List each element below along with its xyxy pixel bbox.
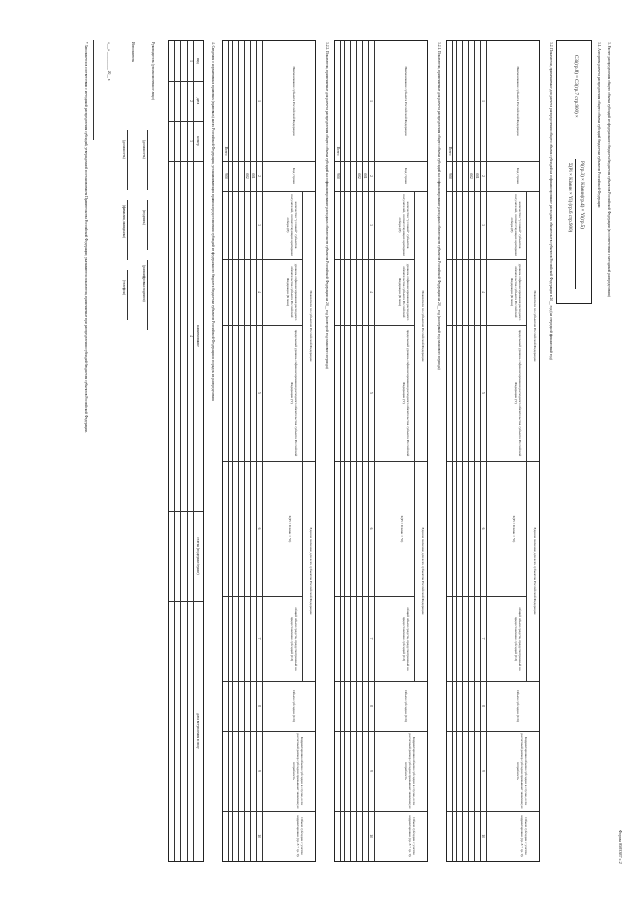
- col-number: 2: [481, 175, 485, 177]
- col-number: 1: [481, 100, 485, 102]
- header-y: предельный уровень софинансирования расходного обязательства субъекта Российской Федерации (Y): [402, 329, 410, 457]
- header-subject-name: Наименование субъекта Российской Федерации: [404, 66, 408, 136]
- row-code: 002: [357, 173, 361, 179]
- header-calc-group: Единое значение для всех субъектов Российской Федерации: [533, 527, 537, 615]
- header-p: количество "условий" субъектов получателей, соответствующих критериям отбора (P): [286, 194, 298, 256]
- col-number: 4: [369, 291, 373, 293]
- header-y: предельный уровень софинансирования расходного обязательства субъекта Российской Федерации (Y): [290, 329, 298, 457]
- legal-acts-table: [168, 40, 204, 862]
- total-label: Всего: [224, 146, 228, 156]
- header-row-code: Код строки: [292, 167, 296, 185]
- head-label: Руководитель (уполномоченное лицо): [151, 42, 155, 101]
- col-number: 1: [189, 60, 193, 62]
- caption-position: (должность): [142, 140, 146, 159]
- col-number: 3: [369, 224, 373, 226]
- total-label: Всего: [336, 146, 340, 156]
- row-code: 002: [245, 173, 249, 179]
- header-correction: Корректировка объема субсидии в случае, если расчетный размер субсидии превышает заявленную потребность: [292, 733, 304, 809]
- row-code: 900: [336, 173, 340, 179]
- section-3-1-title: 3.1. Алгоритм расчета распределения общего объема субсидий бюджетам субъектов Российской Федерации: [597, 42, 601, 208]
- header-total-volume: общий объем средств, предусмотренный на предоставление субсидий (C3): [290, 607, 298, 671]
- section-4-title: 4. Сведения о нормативных правовых (правовых) актах Российской Федерации, устанавливающих правила предоставления субсидий из федерального бюджета бюджетам субъектов Российской Федерации и порядок их распределения: [211, 42, 215, 401]
- header-sum: Σ(Pi × Kiмин × Yi): [512, 515, 516, 543]
- col-number: 9: [369, 770, 373, 772]
- caption-fio: (фамилия, инициалы): [122, 205, 126, 239]
- caption-phone: (телефон): [122, 280, 126, 296]
- col-number: 2: [189, 100, 193, 102]
- header-p: количество "условий" субъектов получателей, соответствующих критериям отбора (P): [398, 194, 410, 256]
- col-number: 5: [369, 392, 373, 394]
- row-code: 001: [475, 173, 479, 179]
- row-code: 900: [224, 173, 228, 179]
- header-row-code: Код строки: [404, 167, 408, 185]
- caption-position: (должность): [122, 140, 126, 159]
- section-3-2-2-title: 3.2.2. Показатели, применяемые для расчета распределения общего объема субсидий на софинансирование расходных обязательств субъектов Российской Федерации на 20__ год (на второй год планового периода): [325, 42, 329, 369]
- header-y: предельный уровень софинансирования расходного обязательства субъекта Российской Федерации (Y): [514, 329, 522, 457]
- col-number: 3: [257, 224, 261, 226]
- col-number: 7: [481, 637, 485, 640]
- header-final-volume: Объем субсидии с учетом корректировки (гр. 8 + гр. 9): [408, 815, 416, 857]
- header-row-code: Код строки: [516, 167, 520, 185]
- section-3-2-title: 3.2. Показатели, применяемые для расчета распределения общего объема субсидий на софинансирование расходных обязательств субъектов Российской Федерации в 20__ год (на очередной финансовый год): [549, 42, 553, 360]
- col-number: 1: [369, 100, 373, 102]
- col-number: 2: [369, 175, 373, 177]
- col-number: 9: [481, 770, 485, 772]
- caption-decoding: (расшифровка подписи): [142, 265, 146, 302]
- section-3-title: 3. Расчет распределения общего объема субсидий из федерального бюджета бюджетам субъектов Российской Федерации (в соответствии с методикой распределения): [607, 42, 611, 297]
- indicators-table-plan-year-1: [334, 40, 428, 862]
- header-sum: Σ(Pi × Kiмин × Yi): [288, 515, 292, 543]
- col-number: 9: [257, 770, 261, 772]
- total-label: Всего: [448, 146, 452, 156]
- col-number: 4: [257, 291, 261, 293]
- header-subsidy: Объем субсидии (C3i): [292, 690, 296, 722]
- indicators-table-current-year: [446, 40, 540, 862]
- col-number: 3: [189, 140, 193, 142]
- header-k: уровень софинансирования расходного обязательства субъекта Российской Федерации (K мин): [286, 263, 298, 321]
- row-code: 002: [469, 173, 473, 179]
- form-code: Форма 0503387 с.2: [618, 830, 623, 864]
- col-number: 8: [257, 705, 261, 707]
- col-number: 8: [369, 705, 373, 707]
- col-number: 6: [481, 527, 485, 530]
- col-number: 7: [257, 637, 261, 640]
- caption-signature: (подпись): [142, 210, 146, 225]
- col-number: 5: [481, 392, 485, 394]
- header-total-volume: общий объем средств, предусмотренный на предоставление субсидий (C3): [402, 607, 410, 671]
- col-number: 4: [481, 291, 485, 293]
- footnote: * Заполняется в соответствии с методикой распределения субсидий, утвержденной постановлением Правительства Российской Федерации; указываются показатели, применяемые при распределении субсидий бюджетам субъектов Российской Федерации.: [84, 42, 88, 433]
- formula-box: [556, 40, 592, 304]
- executor-label: Исполнитель: [131, 42, 135, 63]
- formula-lhs: C3i(гр.8) = C3(гр.7 стр.900) ×: [573, 55, 578, 118]
- col-number: 3: [481, 224, 485, 226]
- header-sum: Σ(Pi × Kiмин × Yi): [400, 515, 404, 543]
- col-number: 4: [189, 335, 193, 337]
- col-number: 8: [481, 705, 485, 707]
- col-number: 2: [257, 175, 261, 177]
- col-number: 10: [481, 834, 485, 838]
- header-calc-group: Единое значение для всех субъектов Российской Федерации: [309, 527, 313, 615]
- col-number: 10: [369, 834, 373, 838]
- indicators-table-plan-year-2: [222, 40, 316, 862]
- header-act-type: вид: [196, 58, 200, 64]
- row-code: 001: [363, 173, 367, 179]
- row-code: 900: [448, 173, 452, 179]
- header-final-volume: Объем субсидии с учетом корректировки (гр. 8 + гр. 9): [296, 815, 304, 857]
- col-number: 5: [257, 392, 261, 394]
- header-act-number: номер: [196, 136, 200, 146]
- header-indicators-group: Показатели по субъектам Российской Федерации: [533, 290, 537, 362]
- formula-denominator: Σ(Pi × Kiмин × Yi) (гр.6 стр.900): [567, 163, 572, 233]
- signature-date: «___» __________ 20__ г.: [107, 42, 111, 81]
- col-number: 7: [369, 637, 373, 640]
- formula-numerator: Pi(гр.3) × Kiмин(гр.4) × Yi(гр.5): [579, 161, 584, 229]
- header-final-volume: Объем субсидии с учетом корректировки (гр. 8 + гр. 9): [520, 815, 528, 857]
- col-number: 10: [257, 834, 261, 838]
- header-correction: Корректировка объема субсидии в случае, если расчетный размер субсидии превышает заявленную потребность: [516, 733, 528, 809]
- header-indicators-group: Показатели по субъектам Российской Федерации: [421, 290, 425, 362]
- col-number: 6: [257, 527, 261, 530]
- col-number: 6: [369, 527, 373, 530]
- header-act-article: статья (подпункт/пункт): [196, 537, 200, 575]
- header-total-volume: общий объем средств, предусмотренный на предоставление субсидий (C3): [514, 607, 522, 671]
- header-subsidy: Объем субсидии (C3i): [516, 690, 520, 722]
- header-subsidy: Объем субсидии (C3i): [404, 690, 408, 722]
- header-k: уровень софинансирования расходного обязательства субъекта Российской Федерации (K мин): [398, 263, 410, 321]
- header-k: уровень софинансирования расходного обязательства субъекта Российской Федерации (K мин): [510, 263, 522, 321]
- row-code: 001: [251, 173, 255, 179]
- header-subject-name: Наименование субъекта Российской Федерации: [516, 66, 520, 136]
- header-calc-group: Единое значение для всех субъектов Российской Федерации: [421, 527, 425, 615]
- section-3-2-1-title: 3.2.1. Показатели, применяемые для расчета распределения общего объема субсидий на софинансирование расходных обязательств субъектов Российской Федерации на 20__ год (на первый год планового периода): [437, 42, 441, 370]
- header-subject-name: Наименование субъекта Российской Федерации: [292, 66, 296, 136]
- header-indicators-group: Показатели по субъектам Российской Федерации: [309, 290, 313, 362]
- col-number: 1: [257, 100, 261, 102]
- header-p: количество "условий" субъектов получателей, соответствующих критериям отбора (P): [510, 194, 522, 256]
- header-correction: Корректировка объема субсидии в случае, если расчетный размер субсидии превышает заявленную потребность: [404, 733, 416, 809]
- header-act-name: наименование: [196, 325, 200, 347]
- header-act-date: дата: [196, 97, 200, 105]
- header-act-effective-date: дата вступления в силу: [196, 713, 200, 749]
